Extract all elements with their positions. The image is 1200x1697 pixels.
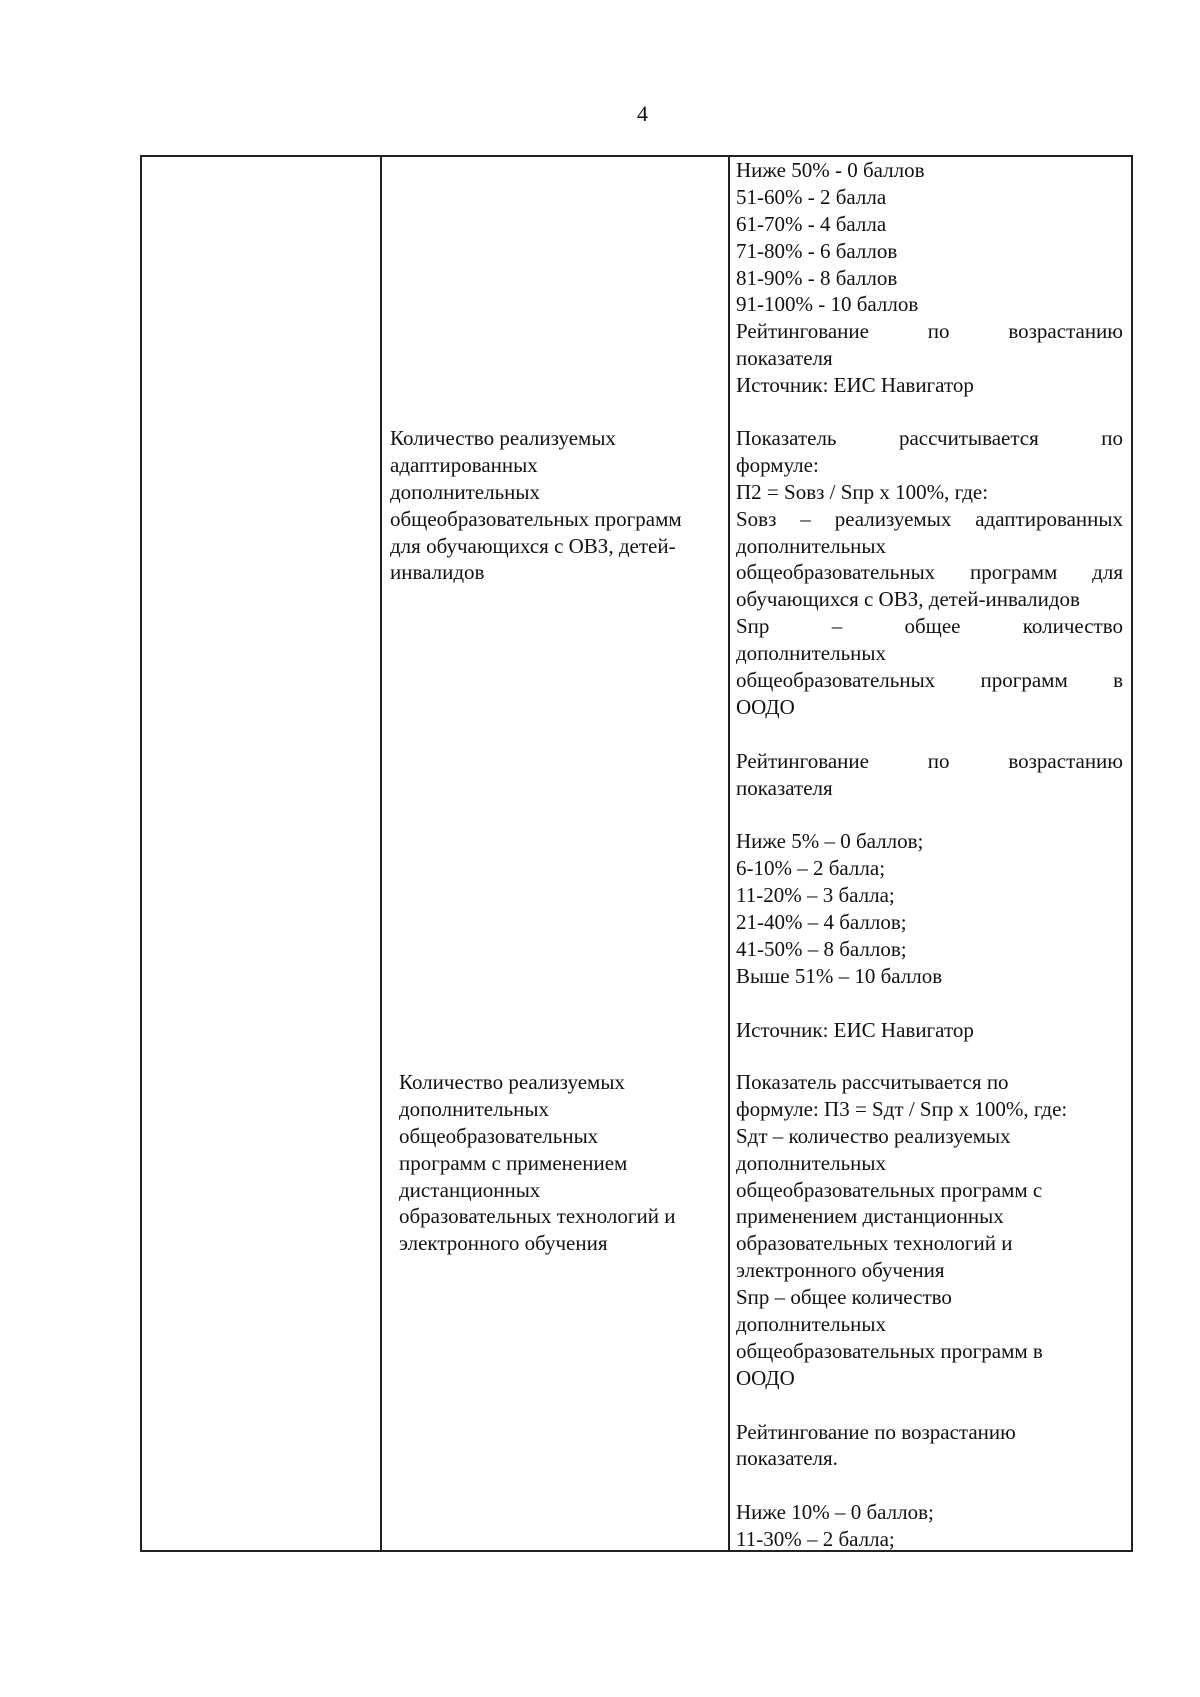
- text-line: применением дистанционных: [736, 1204, 1004, 1229]
- page-number: 4: [637, 101, 648, 126]
- indicator-3-method: [736, 1069, 1123, 1553]
- indicator-3-name: [399, 1069, 721, 1257]
- text-line: Рейтингование по возрастанию: [736, 319, 1123, 344]
- text-line: общеобразовательных программ для: [736, 560, 1123, 585]
- text-line: инвалидов: [390, 560, 485, 585]
- text-line: 91-100% - 10 баллов: [736, 292, 919, 317]
- blank-line: [736, 801, 1123, 828]
- text-line: дистанционных: [399, 1177, 541, 1202]
- text-line: дополнительных: [390, 479, 541, 504]
- text-line: дополнительных: [736, 1312, 887, 1337]
- text-line: Показатель рассчитывается по: [736, 1070, 1009, 1094]
- text-line: 61-70% - 4 балла: [736, 211, 887, 236]
- text-line: общеобразовательных программ: [390, 506, 682, 531]
- text-line: электронного обучения: [736, 1258, 945, 1283]
- text-line: 71-80% - 6 баллов: [736, 238, 898, 263]
- column-divider-2: [728, 157, 730, 1550]
- text-line: 51-60% - 2 балла: [736, 184, 887, 209]
- text-line: Ниже 5% – 0 баллов;: [736, 829, 924, 854]
- text-line: программ с применением: [399, 1150, 628, 1175]
- text-line: Источник: ЕИС Навигатор: [736, 1017, 974, 1042]
- text-line: электронного обучения: [399, 1231, 608, 1256]
- text-line: 21-40% – 4 баллов;: [736, 910, 907, 935]
- text-line: общеобразовательных программ в: [736, 668, 1123, 693]
- text-line: Рейтингование по возрастанию: [736, 1419, 1016, 1444]
- text-line: общеобразовательных: [399, 1123, 599, 1148]
- text-line: обучающихся с ОВЗ, детей-инвалидов: [736, 587, 1080, 612]
- text-line: Выше 51% – 10 баллов: [736, 963, 943, 988]
- text-line: Рейтингование по возрастанию: [736, 748, 1123, 773]
- text-line: показателя: [736, 775, 833, 800]
- text-line: Sовз – реализуемых адаптированных: [736, 506, 1123, 531]
- blank-line: [736, 1392, 1123, 1419]
- text-line: Количество реализуемых: [390, 426, 616, 450]
- indicator-2-name: [390, 425, 712, 586]
- text-line: Количество реализуемых: [399, 1070, 625, 1094]
- text-line: Sпр – общее количество: [736, 614, 1123, 639]
- text-line: 11-30% – 2 балла;: [736, 1527, 895, 1552]
- text-line: формуле: П3 = Sдт / Sпр х 100%, где:: [736, 1096, 1068, 1121]
- text-line: формуле:: [736, 452, 819, 477]
- text-line: 11-20% – 3 балла;: [736, 883, 895, 908]
- scoring-block-1: [736, 157, 1123, 399]
- text-line: общеобразовательных программ с: [736, 1177, 1043, 1202]
- text-line: Источник: ЕИС Навигатор: [736, 373, 974, 398]
- text-line: показателя: [736, 346, 833, 371]
- text-line: Ниже 50% - 0 баллов: [736, 158, 925, 182]
- text-line: дополнительных: [736, 641, 887, 666]
- indicator-2-method: [736, 425, 1123, 1043]
- text-line: 41-50% – 8 баллов;: [736, 936, 907, 961]
- text-line: показателя.: [736, 1446, 838, 1471]
- text-line: дополнительных: [736, 1150, 887, 1175]
- text-line: дополнительных: [736, 533, 887, 558]
- text-line: Показатель рассчитывается по: [736, 426, 1123, 450]
- text-line: общеобразовательных программ в: [736, 1338, 1043, 1363]
- blank-line: [736, 721, 1123, 748]
- blank-line: [736, 990, 1123, 1017]
- text-line: адаптированных: [390, 452, 538, 477]
- text-line: дополнительных: [399, 1096, 550, 1121]
- text-line: Sпр – общее количество: [736, 1285, 952, 1310]
- text-line: 6-10% – 2 балла;: [736, 856, 886, 881]
- text-line: П2 = Sовз / Sпр х 100%, где:: [736, 479, 989, 504]
- text-line: ООДО: [736, 694, 795, 719]
- blank-line: [736, 1472, 1123, 1499]
- text-line: 81-90% - 8 баллов: [736, 265, 898, 290]
- text-line: Ниже 10% – 0 баллов;: [736, 1500, 934, 1525]
- text-line: Sдт – количество реализуемых: [736, 1123, 1011, 1148]
- text-line: образовательных технологий и: [399, 1204, 676, 1229]
- text-line: ООДО: [736, 1365, 795, 1390]
- text-line: для обучающихся с ОВЗ, детей-: [390, 533, 676, 558]
- text-line: образовательных технологий и: [736, 1231, 1013, 1256]
- column-divider-1: [380, 157, 382, 1550]
